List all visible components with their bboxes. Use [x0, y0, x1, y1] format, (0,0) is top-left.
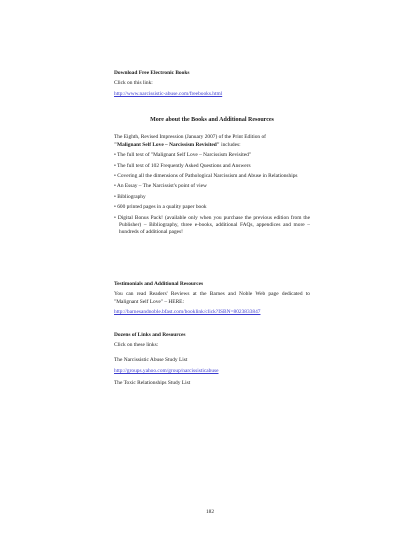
dozens-section — [114, 332, 310, 387]
study-list-1: The Narcissistic Abuse Study List — [114, 356, 188, 363]
bullet-item: • An Essay – The Narcissist's point of view — [114, 183, 207, 190]
more-section — [114, 117, 310, 237]
testimonials-heading: Testimonials and Additional Resources — [114, 281, 204, 287]
page-number: 182 — [205, 509, 215, 515]
bullet-item: • Covering all the dimensions of Pathological Narcissism and Abuse in Relationships — [114, 173, 298, 180]
download-heading: Download Free Electronic Books — [114, 70, 190, 76]
testimonials-text: You can read Readers' Reviews at the Barnes and Noble Web page dedicated to "Malignant Self Love" – HERE: — [114, 291, 310, 305]
testimonials-link[interactable]: http://barnesandnoble.bfast.com/booklink/click?ISBN=8023833847 — [114, 309, 261, 316]
download-section — [114, 70, 310, 98]
testimonials-section — [114, 281, 310, 317]
more-intro — [114, 134, 310, 149]
download-click-text: Click on this link: — [114, 80, 153, 87]
study-list-2: The Toxic Relationships Study List — [114, 379, 191, 386]
bullet-item: • 600 printed pages in a quality paper book — [114, 204, 207, 211]
more-intro-post: includes: — [219, 141, 241, 148]
dozens-click-text: Click on these links: — [114, 342, 159, 349]
bullet-item: • Bibliography — [114, 193, 146, 200]
more-intro-pre: The Eighth, Revised Impression (January 2007) of the Print Edition of — [114, 134, 266, 141]
study-list-1-link[interactable]: http://groups.yahoo.com/group/narcissisticabuse — [114, 368, 219, 375]
bullet-item: • The full text of "Malignant Self Love – Narcissism Revisited" — [114, 152, 252, 159]
dozens-heading: Dozens of Links and Resources — [114, 332, 186, 338]
download-link[interactable]: http://www.narcissistic-abuse.com/freebooks.html — [114, 90, 223, 97]
bullet-item: • Digital Bonus Pack! (available only when you purchase the previous edition from the Publisher) – Bibliography, three e-books, additional FAQs, appendices and more – hundreds of additional pages! — [114, 214, 310, 236]
more-intro-title: "Malignant Self Love – Narcissism Revisited" — [114, 141, 220, 148]
more-heading: More about the Books and Additional Resources — [150, 117, 274, 123]
bullet-item: • The full text of 102 Frequently Asked Questions and Answers — [114, 162, 251, 169]
